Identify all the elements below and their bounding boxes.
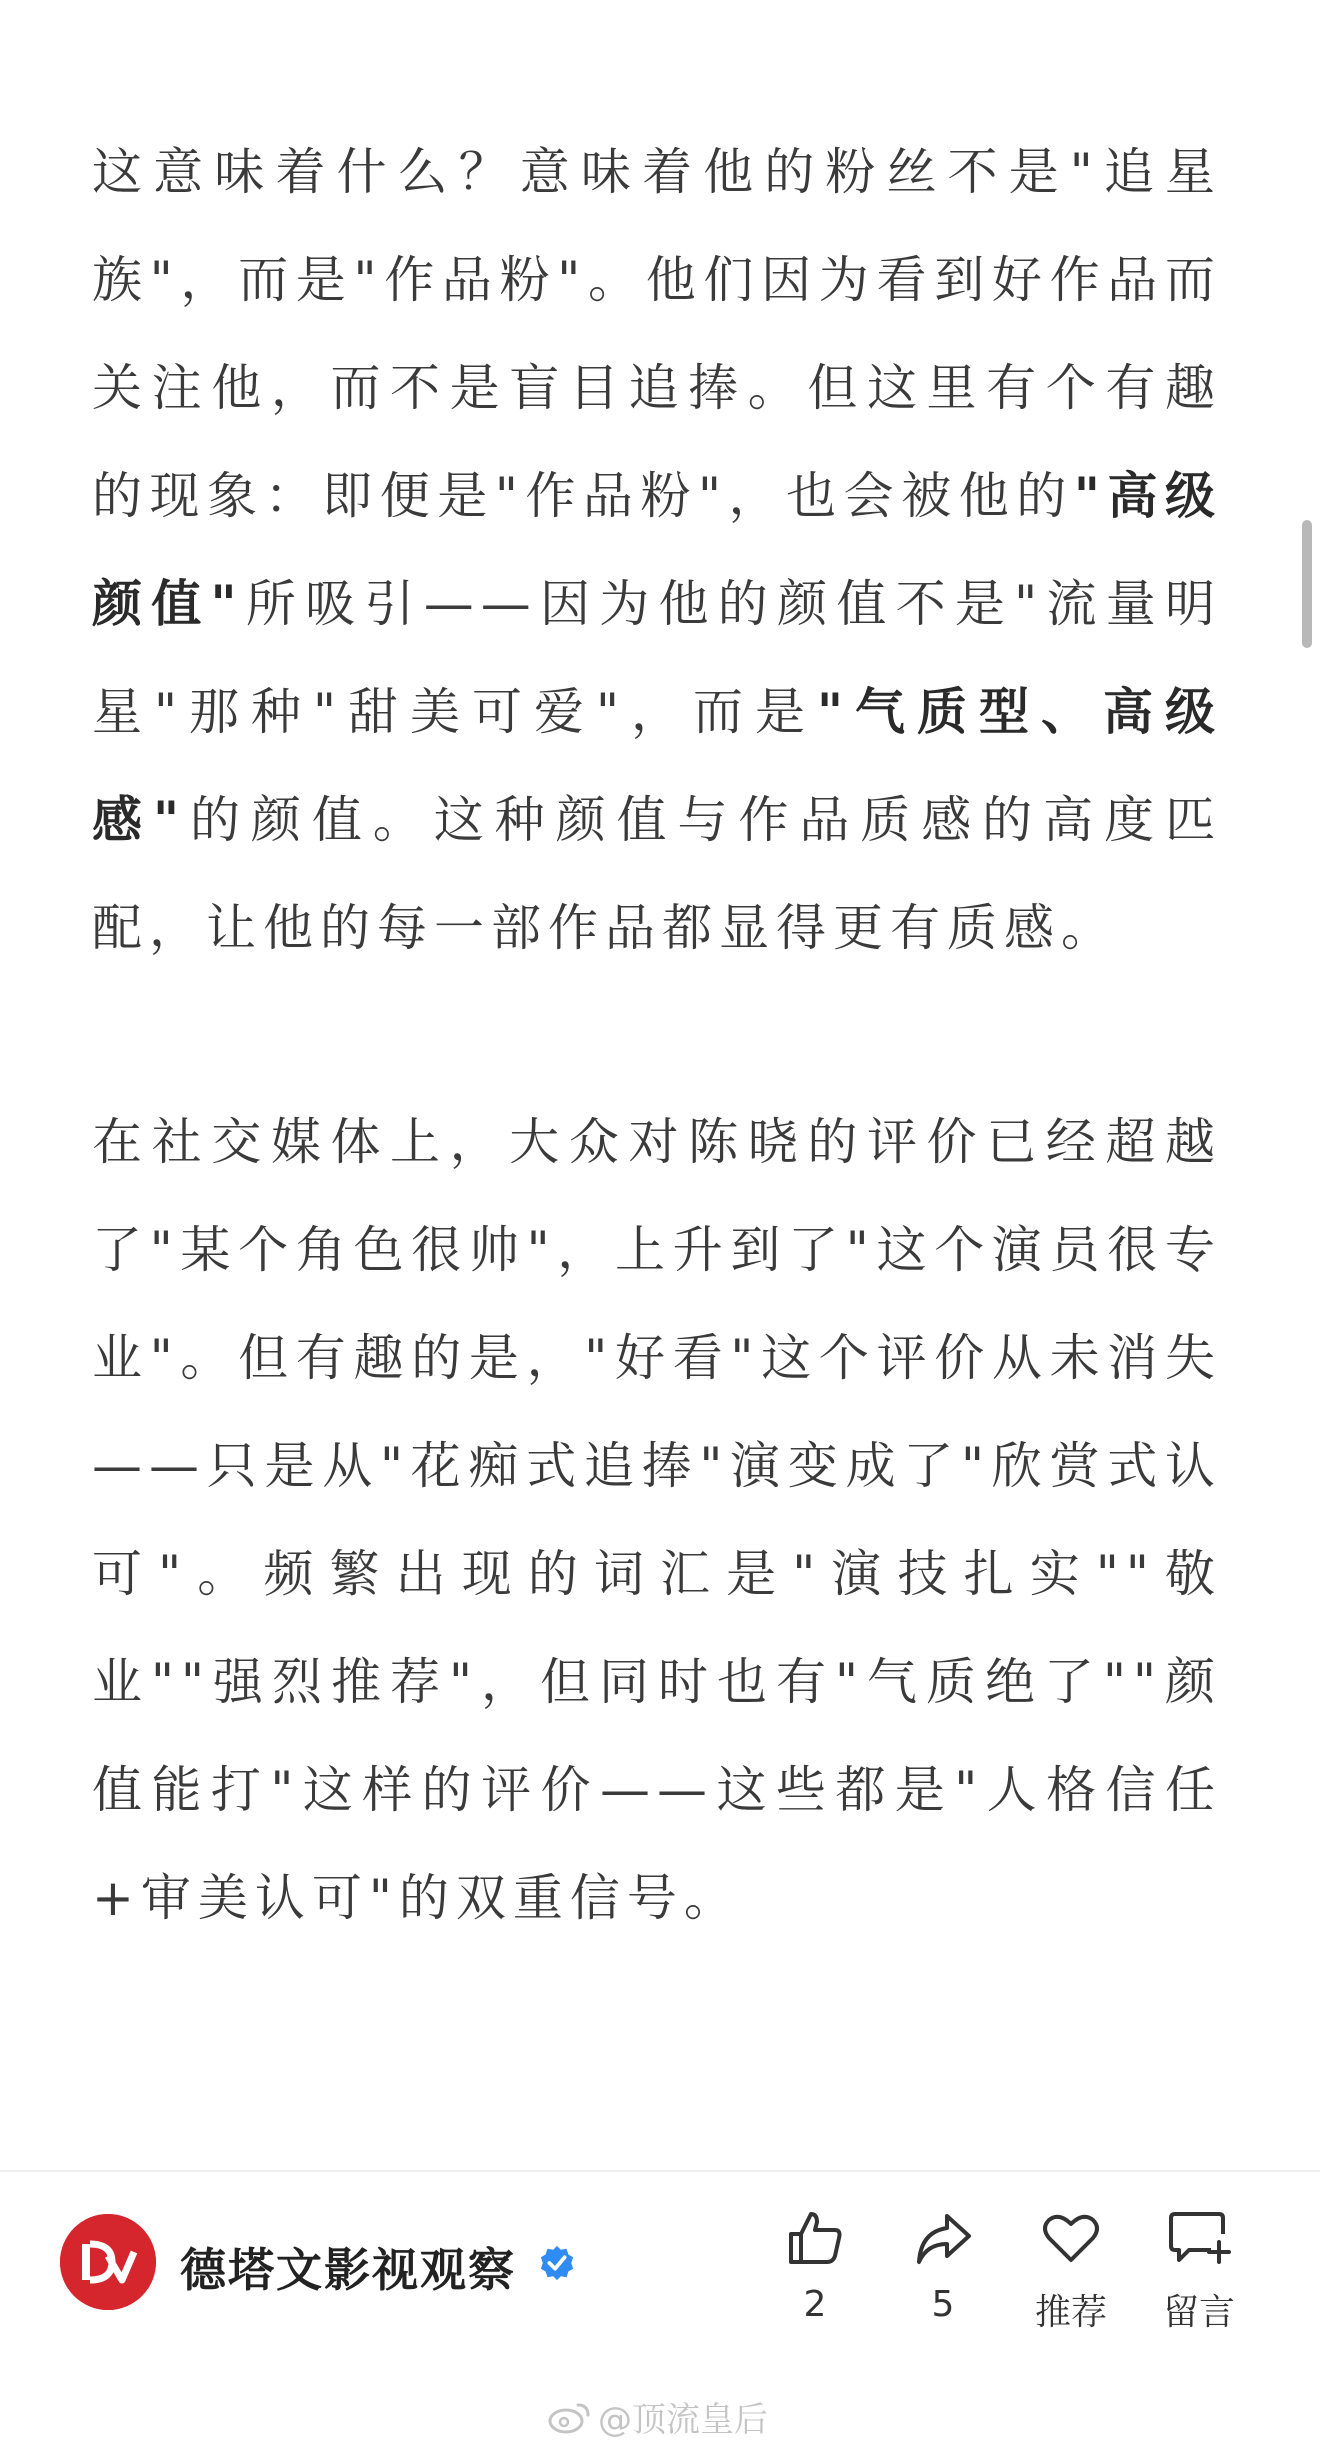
scrollbar-thumb[interactable] — [1302, 520, 1312, 648]
article-paragraph-2 — [92, 1088, 1222, 1952]
comment-button[interactable] — [1144, 2206, 1254, 2335]
thumbs-up-icon — [783, 2206, 847, 2270]
comment-label: 留言 — [1162, 2292, 1235, 2333]
like-count: 2 — [803, 2284, 827, 2325]
comment-add-icon — [1167, 2206, 1231, 2270]
bold-text-segment: "高级颜值" — [92, 467, 1222, 633]
verified-badge-icon — [538, 2244, 576, 2282]
weibo-logo-icon — [548, 2399, 592, 2435]
dr-logo-icon — [60, 2214, 156, 2310]
heart-icon — [1039, 2206, 1103, 2270]
like-button[interactable] — [760, 2206, 870, 2325]
text-segment: 所吸引——因为他的颜值不是"流量明星"那种"甜美可爱"，而是 — [92, 575, 1222, 741]
watermark — [548, 2392, 768, 2441]
article-paragraph-1 — [92, 118, 1222, 982]
share-arrow-icon — [911, 2206, 975, 2270]
recommend-label: 推荐 — [1034, 2292, 1107, 2333]
text-segment: 在社交媒体上，大众对陈晓的评价已经超越了"某个角色很帅"，上升到了"这个演员很专业"。但有趣的是，"好看"这个评价从未消失——只是从"花痴式追捧"演变成了"欣赏式认可"。频繁出现的词汇是"演技扎实""敬业""强烈推荐"，但同时也有"气质绝了""颜值能打"这样的评价——这些都是"人格信任+审美认可"的双重信号。 — [92, 1113, 1222, 1927]
text-segment: 这意味着什么？意味着他的粉丝不是"追星族"，而是"作品粉"。他们因为看到好作品而关注他，而不是盲目追捧。但这里有个有趣的现象：即便是"作品粉"，也会被他的 — [92, 143, 1222, 525]
watermark-text: @顶流皇后 — [598, 2400, 768, 2440]
share-button[interactable] — [888, 2206, 998, 2325]
share-count: 5 — [931, 2284, 955, 2325]
article-body — [92, 118, 1222, 2058]
author-avatar[interactable] — [60, 2214, 156, 2310]
recommend-button[interactable] — [1016, 2206, 1126, 2335]
text-segment: 的颜值。这种颜值与作品质感的高度匹配，让他的每一部作品都显得更有质感。 — [92, 791, 1222, 957]
bold-text-segment: "气质型、高级感" — [92, 683, 1222, 849]
author-name[interactable]: 德塔文影视观察 — [180, 2243, 516, 2297]
